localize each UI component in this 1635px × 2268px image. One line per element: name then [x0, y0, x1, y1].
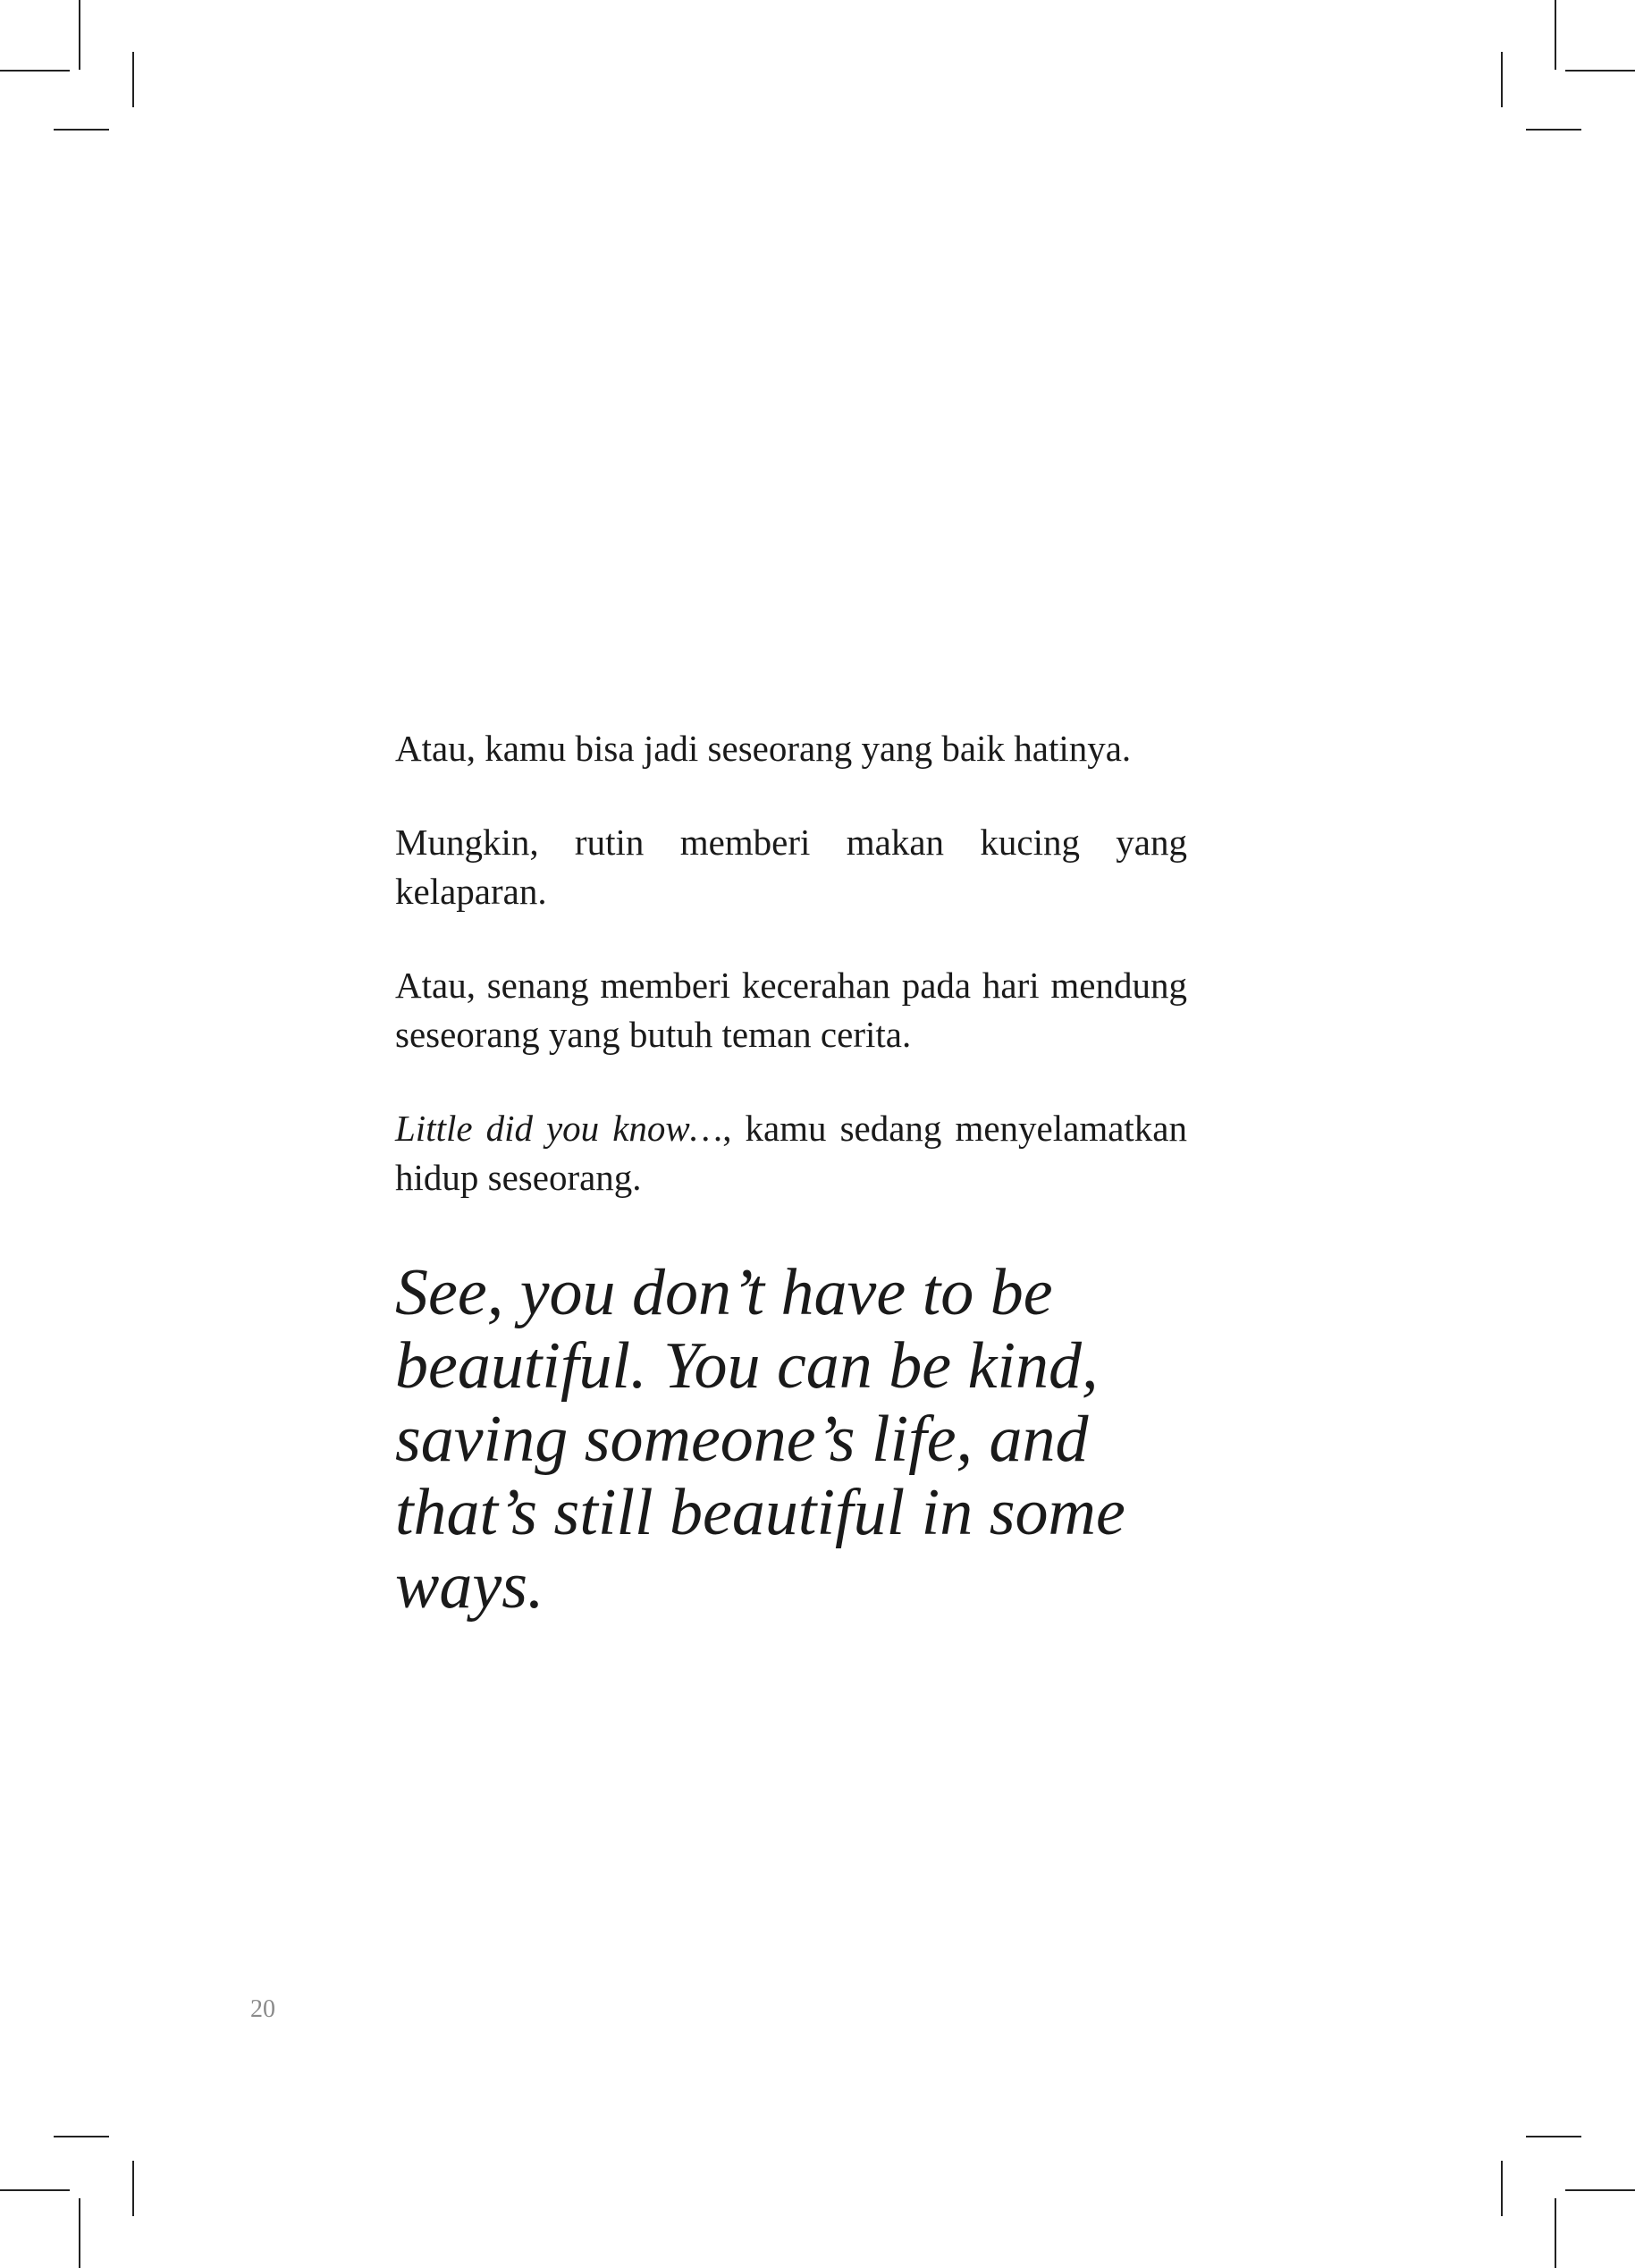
paragraph-4 — [395, 1104, 1187, 1202]
paragraph-4-italic: Little did you know… — [395, 1108, 723, 1149]
crop-mark-bottom-left-horizontal-inner — [54, 2136, 109, 2137]
crop-mark-bottom-left-vertical-outer — [79, 2198, 80, 2268]
crop-mark-top-right-horizontal-outer — [1565, 70, 1635, 72]
crop-mark-bottom-right-vertical-outer — [1555, 2198, 1556, 2268]
paragraph-3: Atau, senang memberi kecerahan pada hari mendung seseorang yang butuh teman cerita. — [395, 965, 1187, 1055]
crop-mark-bottom-right-horizontal-outer — [1565, 2189, 1635, 2191]
crop-mark-top-right-horizontal-inner — [1526, 129, 1581, 131]
crop-mark-bottom-left-vertical-inner — [132, 2161, 134, 2216]
crop-mark-top-left-horizontal-outer — [0, 70, 70, 72]
crop-mark-bottom-right-horizontal-inner — [1526, 2136, 1581, 2137]
crop-mark-top-left-vertical-inner — [132, 52, 134, 107]
crop-mark-top-left-horizontal-inner — [54, 129, 109, 131]
page-number: 20 — [250, 1995, 275, 2023]
paragraph-2: Mungkin, rutin memberi makan kucing yang kelaparan. — [395, 822, 1187, 912]
body-text — [395, 724, 1187, 1623]
crop-mark-top-right-vertical-outer — [1555, 0, 1556, 70]
crop-mark-top-right-vertical-inner — [1501, 52, 1503, 107]
paragraph-1: Atau, kamu bisa jadi seseorang yang baik hatinya. — [395, 728, 1132, 769]
paragraph-4-rest: , kamu sedang menyelamatkan hidup seseorang. — [395, 1108, 1187, 1198]
crop-mark-top-left-vertical-outer — [79, 0, 80, 70]
pull-quote: See, you don’t have to be beautiful. You can be kind, saving someone’s life, and that’s still beautiful in some ways. — [395, 1256, 1125, 1623]
crop-mark-bottom-right-vertical-inner — [1501, 2161, 1503, 2216]
crop-mark-bottom-left-horizontal-outer — [0, 2189, 70, 2191]
